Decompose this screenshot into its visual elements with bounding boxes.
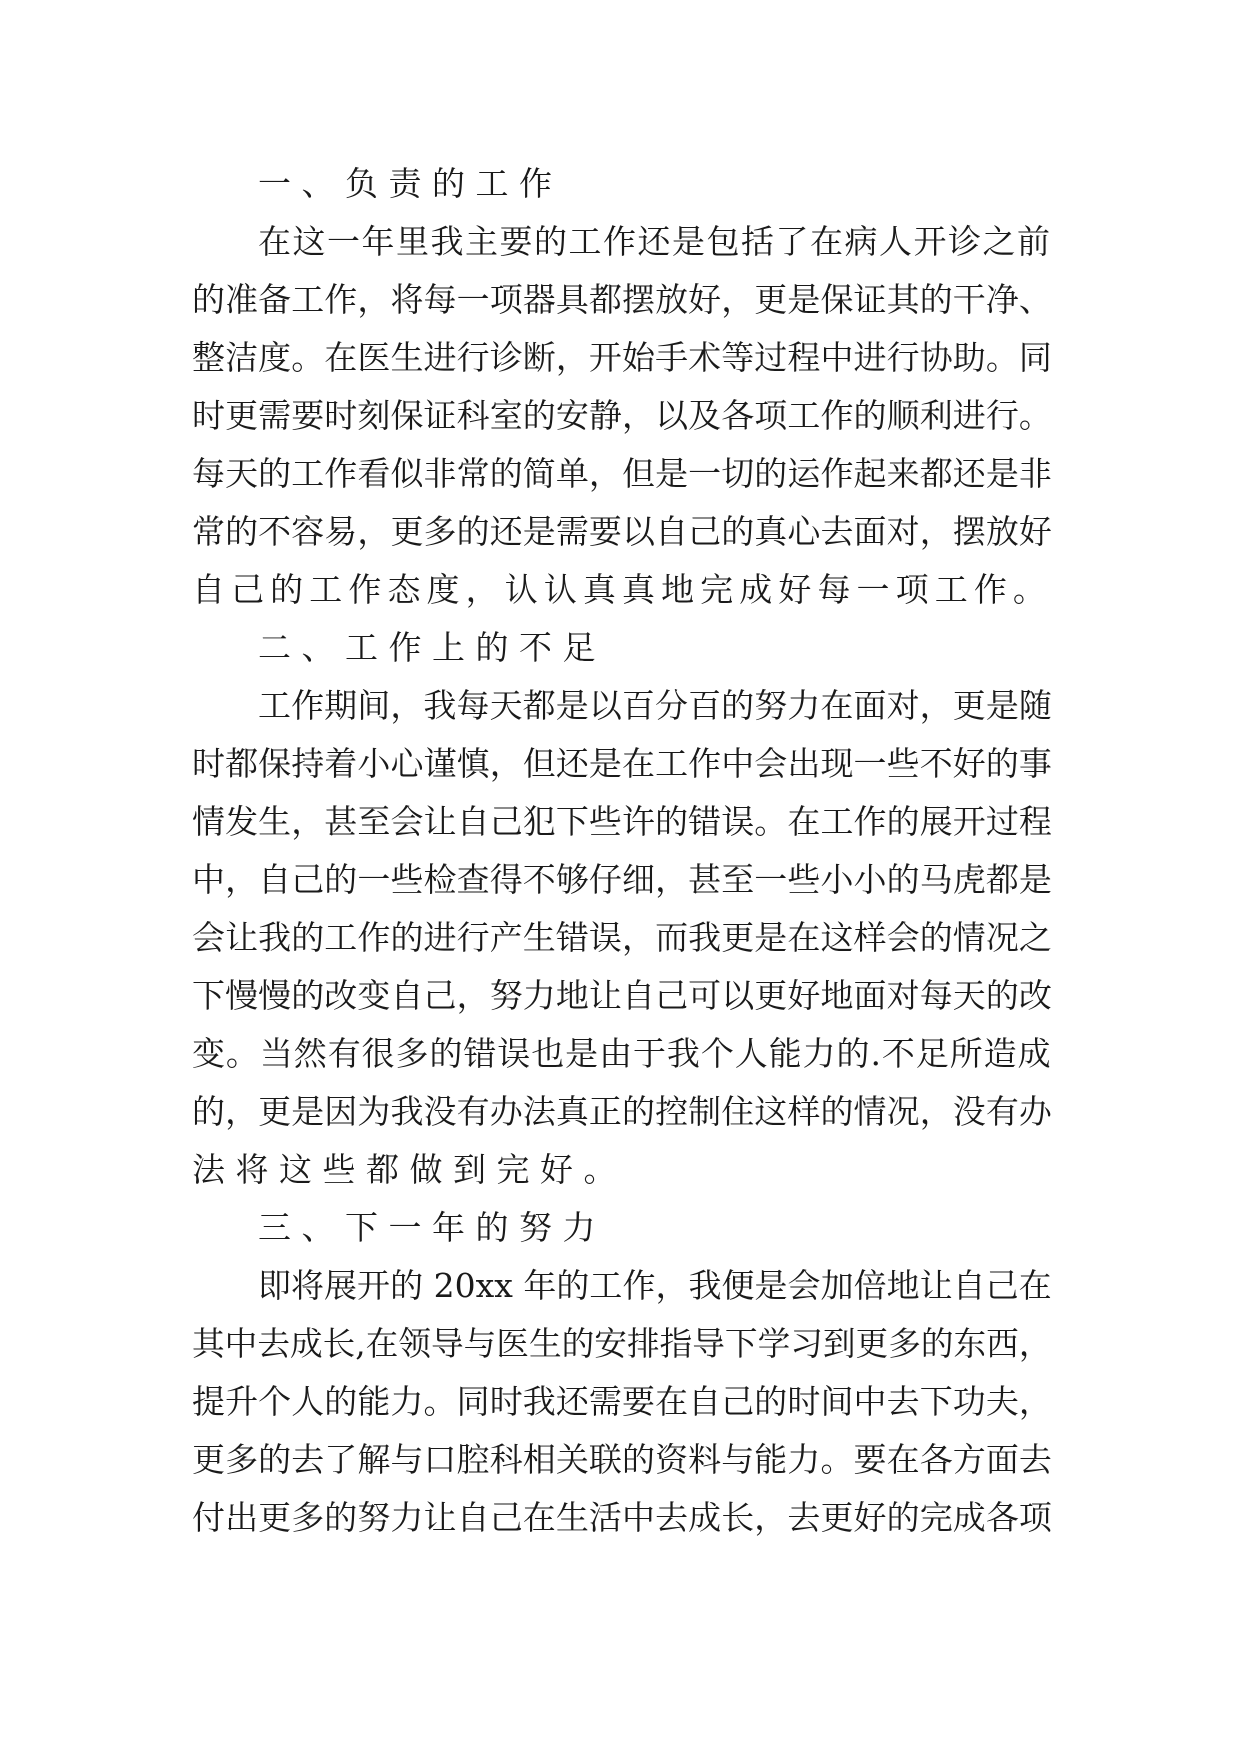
paragraph-line: 情发生，甚至会让自己犯下些许的错误。在工作的展开过程 (192, 802, 1052, 841)
heading-2: 二、工作上的不足 (258, 628, 606, 667)
paragraph-line: 变。当然有很多的错误也是由于我个人能力的.不足所造成 (192, 1034, 1052, 1073)
paragraph-line: 常的不容易，更多的还是需要以自己的真心去面对，摆放好 (192, 512, 1052, 551)
paragraph-line: 时更需要时刻保证科室的安静，以及各项工作的顺利进行。 (192, 396, 1052, 435)
paragraph-line: 即将展开的 20xx 年的工作，我便是会加倍地让自己在 (258, 1266, 1052, 1305)
paragraph-line: 时都保持着小心谨慎，但还是在工作中会出现一些不好的事 (192, 744, 1052, 783)
paragraph-line: 整洁度。在医生进行诊断，开始手术等过程中进行协助。同 (192, 338, 1052, 377)
paragraph-line: 的，更是因为我没有办法真正的控制住这样的情况，没有办 (192, 1092, 1052, 1131)
paragraph-line: 在这一年里我主要的工作还是包括了在病人开诊之前 (258, 222, 1052, 261)
paragraph-line: 提升个人的能力。同时我还需要在自己的时间中去下功夫， (192, 1382, 1052, 1421)
heading-1: 一、负责的工作 (258, 164, 563, 203)
paragraph-line: 其中去成长,在领导与医生的安排指导下学习到更多的东西， (192, 1324, 1052, 1363)
paragraph-line: 下慢慢的改变自己，努力地让自己可以更好地面对每天的改 (192, 976, 1052, 1015)
paragraph-line: 更多的去了解与口腔科相关联的资料与能力。要在各方面去 (192, 1440, 1052, 1479)
paragraph-line: 法将这些都做到完好。 (192, 1150, 627, 1189)
heading-3: 三、下一年的努力 (258, 1208, 606, 1247)
paragraph-line: 工作期间，我每天都是以百分百的努力在面对，更是随 (258, 686, 1052, 725)
paragraph-line: 付出更多的努力让自己在生活中去成长，去更好的完成各项 (192, 1498, 1052, 1537)
paragraph-line: 中，自己的一些检查得不够仔细，甚至一些小小的马虎都是 (192, 860, 1052, 899)
paragraph-line: 的准备工作，将每一项器具都摆放好，更是保证其的干净、 (192, 280, 1052, 319)
paragraph-line: 自己的工作态度，认认真真地完成好每一项工作。 (192, 570, 1052, 609)
paragraph-line: 每天的工作看似非常的简单，但是一切的运作起来都还是非 (192, 454, 1052, 493)
paragraph-line: 会让我的工作的进行产生错误，而我更是在这样会的情况之 (192, 918, 1052, 957)
